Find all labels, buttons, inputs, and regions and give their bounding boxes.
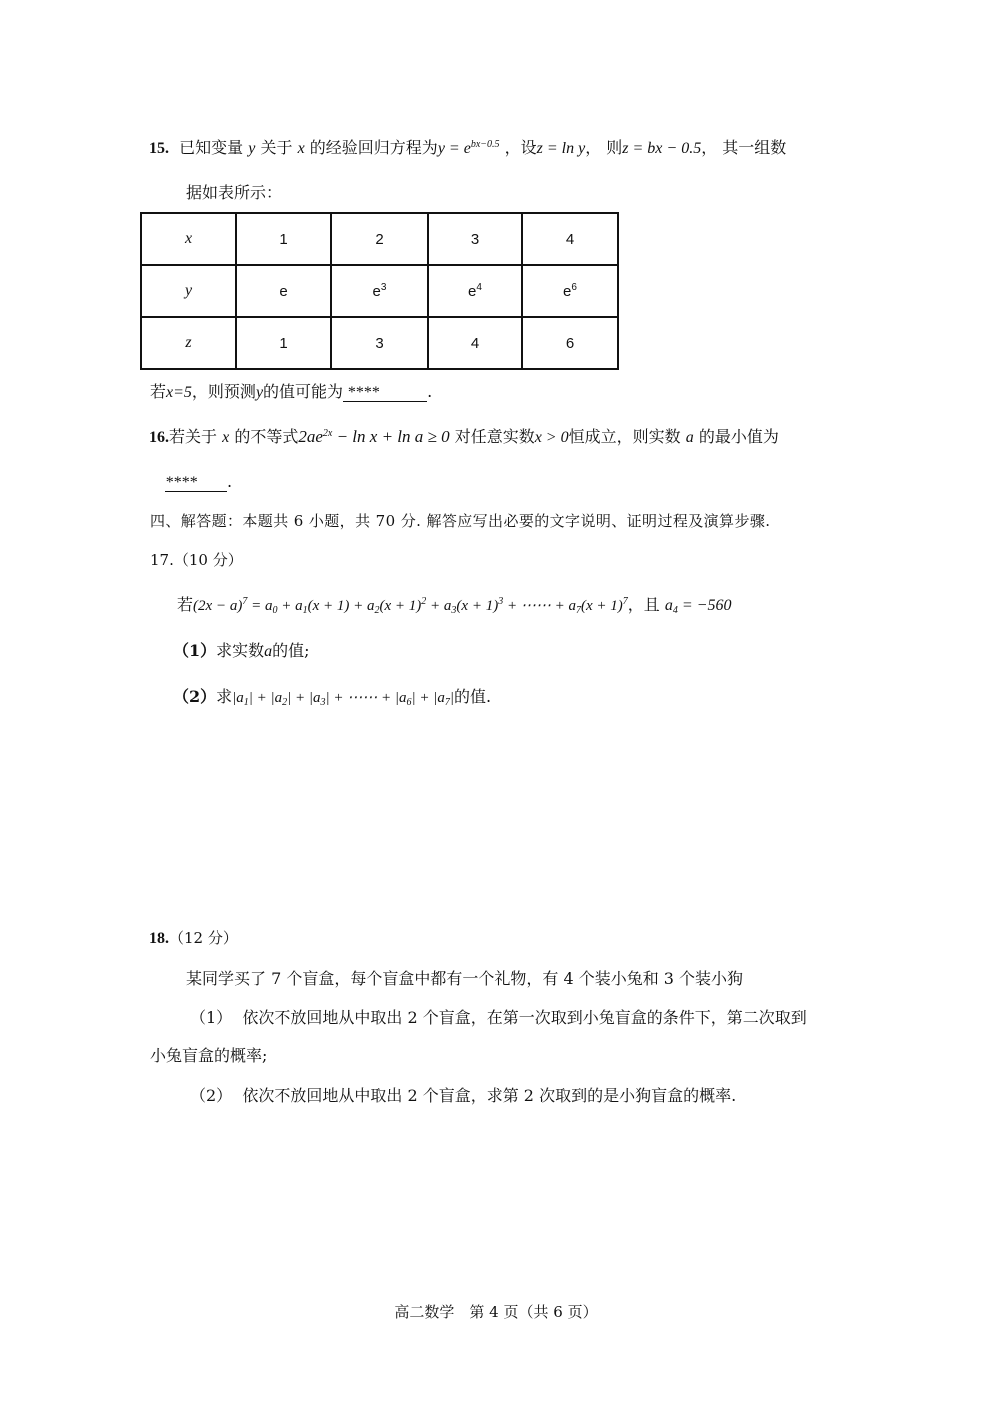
q18-part1-text: 依次不放回地从中取出 2 个盲盒，在第一次取到小兔盲盒的条件下，第二次取到 — [242, 1008, 807, 1027]
table-cell-base: e — [279, 282, 288, 300]
table-cell — [331, 317, 428, 369]
q17-part1 — [173, 638, 310, 661]
q16-text-d: 恒成立，则实数 — [568, 427, 681, 446]
q18-intro: 某同学买了 7 个盲盒，每个盲盒中都有一个礼物，有 4 个装小兔和 3 个装小狗 — [186, 969, 744, 988]
table-row-header: z — [141, 317, 236, 369]
q18-part2-label: （2） — [190, 1086, 233, 1105]
q16-ineq-exponent: 2x — [322, 428, 333, 439]
table-row-header: y — [141, 265, 236, 317]
q15-line1 — [149, 135, 786, 158]
table-cell — [331, 213, 428, 265]
data-table — [140, 212, 619, 370]
table-row — [141, 213, 618, 265]
table-cell-base: 6 — [565, 334, 575, 352]
q16-answer-blank — [165, 474, 227, 492]
q15-var-y: y — [248, 140, 256, 157]
q15-text-c: 的经验回归方程为 — [309, 138, 438, 157]
q17-part1-text-a: 求实数 — [216, 641, 265, 660]
q15-answer-blank — [343, 384, 427, 402]
q16-line2 — [165, 472, 232, 492]
q18-score: （12 分） — [169, 929, 238, 947]
q15-text-b: 关于 — [260, 138, 293, 157]
table-cell-base: 3 — [375, 334, 384, 352]
q15-ask-mid: ，则预测 — [191, 382, 256, 401]
q15-text-f: ， 其一组数 — [701, 138, 787, 157]
q18-part2 — [190, 1083, 736, 1106]
table-cell-base: 3 — [470, 230, 480, 248]
table-cell — [428, 265, 522, 317]
q16-answer-text: **** — [165, 474, 197, 491]
q16-number: 16. — [149, 429, 169, 446]
table-cell — [428, 213, 522, 265]
q16-var-x: x — [222, 429, 230, 446]
q15-text-d: ，设 — [504, 138, 537, 157]
q15-eq-lhs: y = e — [437, 140, 471, 157]
q15-ask — [150, 379, 432, 402]
q18-part2-text: 依次不放回地从中取出 2 个盲盒，求第 2 次取到的是小狗盲盒的概率. — [242, 1086, 737, 1105]
section-4-header: 四、解答题：本题共 6 小题，共 70 分. 解答应写出必要的文字说明、证明过程及演算步骤. — [150, 512, 771, 530]
q17-given — [177, 592, 731, 615]
q18-number: 18. — [149, 930, 169, 947]
q15-text-e: ， 则 — [585, 138, 623, 157]
q15-eq-exponent: bx−0.5 — [470, 139, 500, 150]
table-cell-base: 1 — [279, 334, 288, 352]
q16-condition: x > 0 — [534, 429, 569, 446]
q17-part2 — [173, 684, 491, 707]
q15-var-x: x — [297, 140, 305, 157]
table-cell-base: 1 — [279, 230, 288, 248]
q17-cond-var: a — [664, 597, 673, 614]
q17-condition — [665, 597, 732, 614]
table-cell — [522, 213, 618, 265]
q17-cond-sub: 4 — [672, 605, 678, 616]
q15-sub-eq: z = ln y — [536, 140, 586, 157]
q15-ask-prefix: 若 — [150, 382, 167, 401]
q16-end: . — [227, 472, 233, 491]
table-cell-exponent: 4 — [476, 281, 482, 293]
table-cell — [428, 317, 522, 369]
q16-line1 — [149, 424, 779, 447]
q15-linear-eq: z = bx − 0.5 — [622, 140, 702, 157]
q16-inequality — [298, 427, 449, 446]
page-footer: 高二数学 第 4 页（共 6 页） — [394, 1303, 598, 1321]
q16-ineq-part-a: 2ae — [298, 427, 323, 446]
q17-part1-text-b: 的值; — [272, 641, 310, 660]
q16-text-b: 的不等式 — [234, 427, 299, 446]
q17-header: 17.（10 分） — [150, 551, 243, 569]
q17-given-suffix: ，且 — [627, 595, 660, 614]
q17-part2-text-b: 的值. — [454, 687, 492, 706]
table-cell-base: e — [563, 282, 572, 300]
q16-text-e: 的最小值为 — [698, 427, 779, 446]
table-row — [141, 265, 618, 317]
table-row-header: x — [141, 213, 236, 265]
table-cell-base: 4 — [470, 334, 480, 352]
q16-text-c: 对任意实数 — [454, 427, 535, 446]
table-cell — [236, 265, 331, 317]
q17-part1-label: （1） — [173, 641, 217, 660]
q17-part2-label: （2） — [173, 687, 217, 706]
q18-part1-line1 — [190, 1005, 807, 1028]
q17-abs-sum: $|a_1| + |a_2| + |a_3|$ + ⋯⋯ + $|a_6| + |a_7|$ — [232, 690, 455, 708]
table-cell-exponent: 3 — [380, 281, 387, 293]
table-cell-base: e — [468, 282, 477, 300]
q17-given-prefix: 若 — [177, 595, 194, 614]
table-cell-base: 2 — [375, 230, 384, 248]
table-cell — [331, 265, 428, 317]
table-cell-exponent: 6 — [571, 281, 577, 293]
q18-part1-line2: 小兔盲盒的概率; — [150, 1046, 268, 1065]
table-cell — [236, 317, 331, 369]
q15-ask-end: . — [427, 382, 433, 401]
q15-answer-text: **** — [347, 384, 380, 401]
q15-ask-suffix: 的值可能为 — [263, 382, 344, 401]
q15-text-a: 已知变量 — [179, 138, 244, 157]
q18-header — [149, 927, 238, 948]
q15-ask-condition: x=5 — [166, 384, 192, 401]
q17-part1-var: a — [264, 643, 273, 660]
q17-part2-text-a: 求 — [216, 687, 233, 706]
table-cell-base: 4 — [565, 230, 575, 248]
q17-cond-val: = −560 — [677, 597, 732, 614]
table-cell — [522, 265, 618, 317]
q15-ask-var: y — [255, 384, 264, 401]
table-cell-base: e — [372, 282, 381, 300]
table-row — [141, 317, 618, 369]
q16-var-a: a — [685, 429, 694, 446]
table-cell — [236, 213, 331, 265]
table-cell — [522, 317, 618, 369]
q17-expansion: $(2x - a)^7 = a_0 + a_1(x + 1) + a_2(x + 1)^2 + a_3(x + 1)^3$ + ⋯⋯ + $a_7(x + 1)^7$ — [193, 596, 628, 616]
q15-number: 15. — [149, 140, 169, 157]
q16-text-a: 若关于 — [169, 427, 218, 446]
q18-part1-label: （1） — [190, 1008, 233, 1027]
q16-ineq-part-b: − ln x + ln a ≥ 0 — [332, 427, 450, 446]
q15-line2: 据如表所示： — [186, 183, 283, 202]
